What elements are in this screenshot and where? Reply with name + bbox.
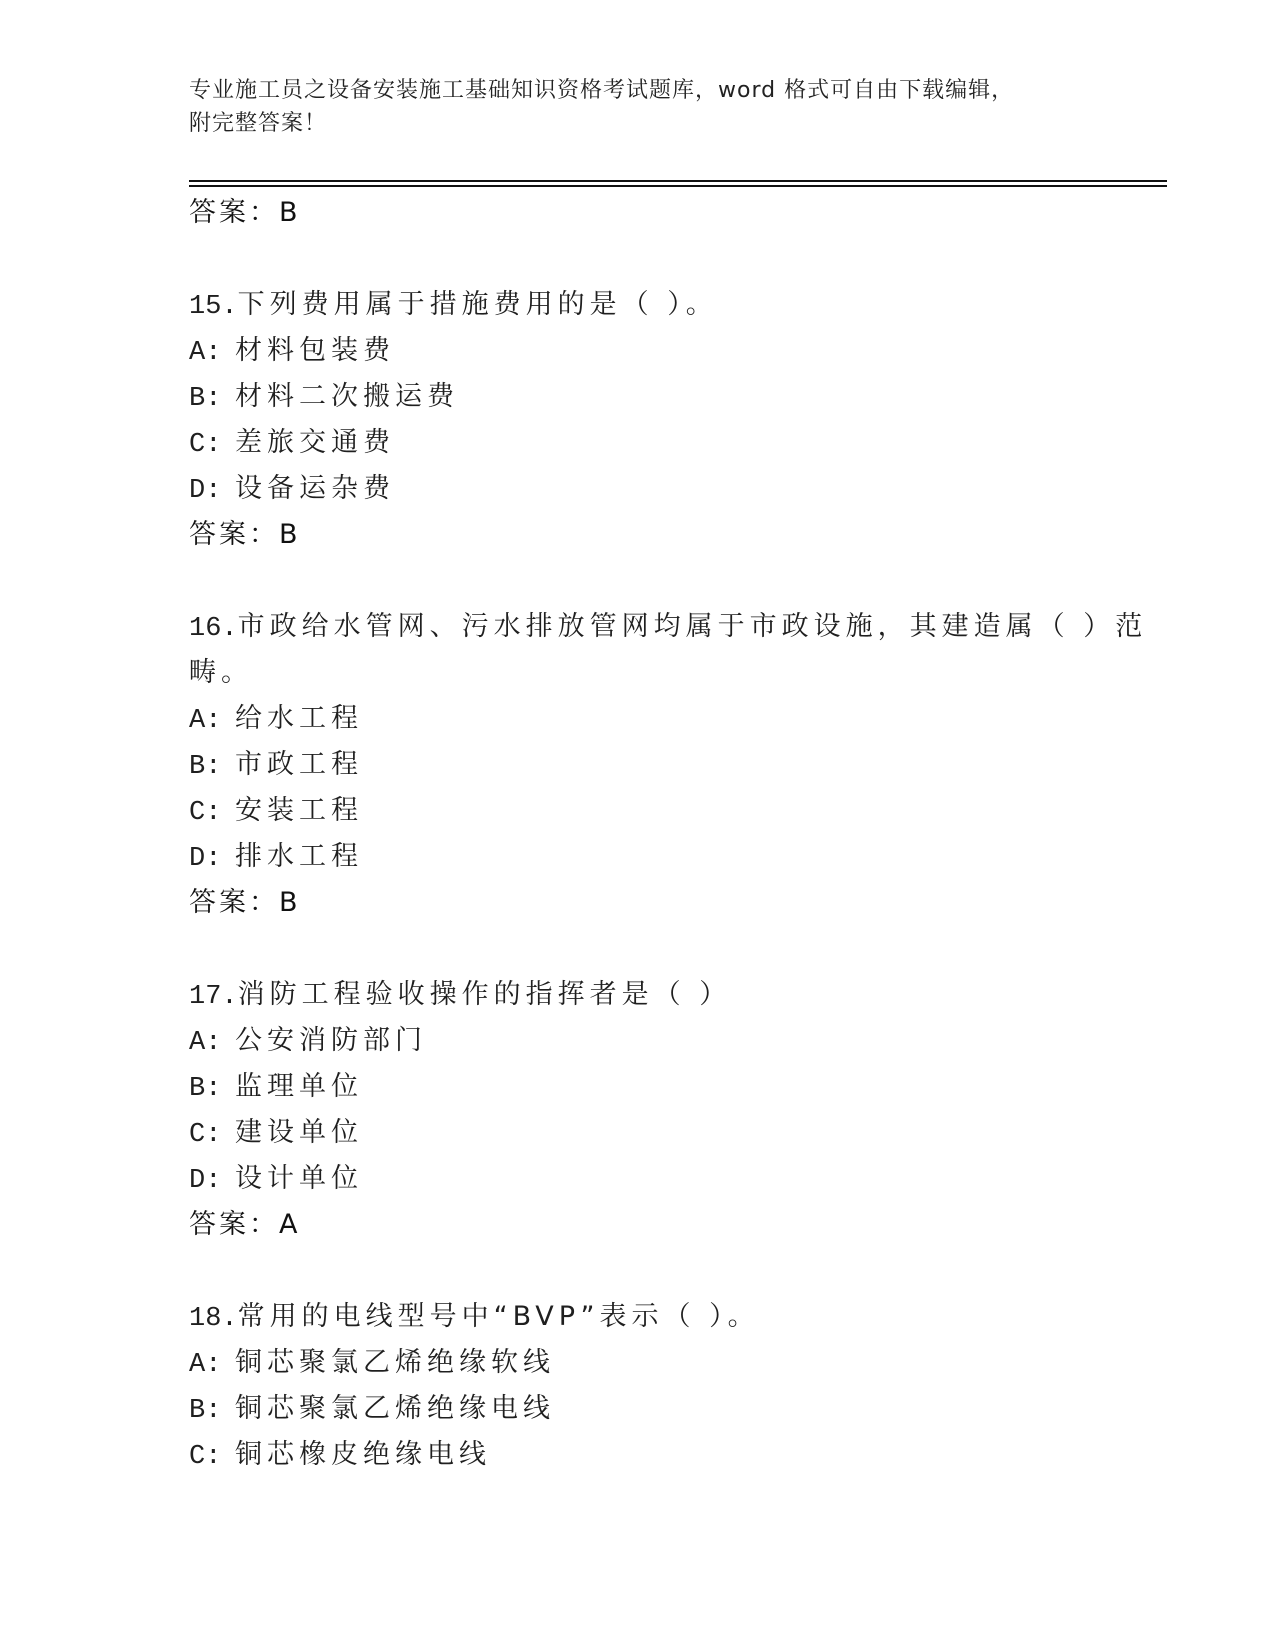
option-key: D: [189,476,222,506]
option-d [189,834,1089,880]
header-line-2: 附完整答案！ [189,111,328,136]
option-key: B: [189,1396,222,1426]
option-c [189,1432,1089,1478]
option-text: 铜芯橡皮绝缘电线 [235,1439,491,1470]
answer-line: 答案：B [189,887,301,918]
answer-line: 答案：A [189,1209,301,1240]
option-b [189,374,1089,420]
question-number: 16. [189,614,238,644]
question-stem [189,604,1148,650]
option-key: C: [189,798,222,828]
option-text: 材料二次搬运费 [235,381,459,412]
option-text: 公安消防部门 [235,1025,427,1056]
option-a [189,696,1089,742]
option-key: A: [189,706,222,736]
option-key: C: [189,1442,222,1472]
option-d [189,1156,1089,1202]
option-c [189,420,1089,466]
option-text: 设计单位 [235,1163,363,1194]
option-text: 差旅交通费 [235,427,395,458]
option-key: B: [189,1074,222,1104]
spacer [189,1248,1089,1294]
question-stem [189,1294,1089,1340]
option-text: 材料包装费 [235,335,395,366]
option-text: 铜芯聚氯乙烯绝缘软线 [235,1347,555,1378]
question-stem [189,282,1089,328]
option-a [189,1340,1089,1386]
spacer [189,926,1089,972]
option-key: C: [189,1120,222,1150]
option-d [189,466,1089,512]
document-header [189,74,1089,140]
header-rule-bottom [189,185,1167,187]
spacer [189,558,1089,604]
option-a [189,328,1089,374]
option-text: 铜芯聚氯乙烯绝缘电线 [235,1393,555,1424]
option-key: D: [189,1166,222,1196]
option-key: A: [189,1028,222,1058]
option-key: B: [189,384,222,414]
option-b [189,742,1089,788]
option-text: 建设单位 [235,1117,363,1148]
question-number: 15. [189,292,238,322]
spacer [189,236,1089,282]
question-text: 市政给水管网、污水排放管网均属于市政设施，其建造属（ ）范 [237,611,1148,642]
answer-line: 答案：B [189,197,301,228]
option-text: 给水工程 [235,703,363,734]
question-number: 17. [189,982,238,1012]
question-stem-continued: 畴。 [189,657,253,688]
option-key: A: [189,338,222,368]
option-c [189,788,1089,834]
option-b [189,1064,1089,1110]
option-c [189,1110,1089,1156]
answer-line: 答案：B [189,519,301,550]
question-stem [189,972,1089,1018]
question-number: 18. [189,1304,238,1334]
option-text: 设备运杂费 [235,473,395,504]
option-text: 安装工程 [235,795,363,826]
option-b [189,1386,1089,1432]
question-text: 下列费用属于措施费用的是（ ）。 [237,289,718,320]
option-key: B: [189,752,222,782]
option-text: 市政工程 [235,749,363,780]
header-line-1: 专业施工员之设备安装施工基础知识资格考试题库，word 格式可自由下载编辑， [189,78,1015,103]
option-text: 监理单位 [235,1071,363,1102]
question-list [189,190,1148,1478]
option-key: A: [189,1350,222,1380]
question-text: 消防工程验收操作的指挥者是（ ） [237,979,732,1010]
option-key: D: [189,844,222,874]
option-a [189,1018,1089,1064]
option-key: C: [189,430,222,460]
question-text: 常用的电线型号中“BVP”表示（ ）。 [237,1301,760,1332]
option-text: 排水工程 [235,841,363,872]
header-rule-top [189,180,1167,182]
